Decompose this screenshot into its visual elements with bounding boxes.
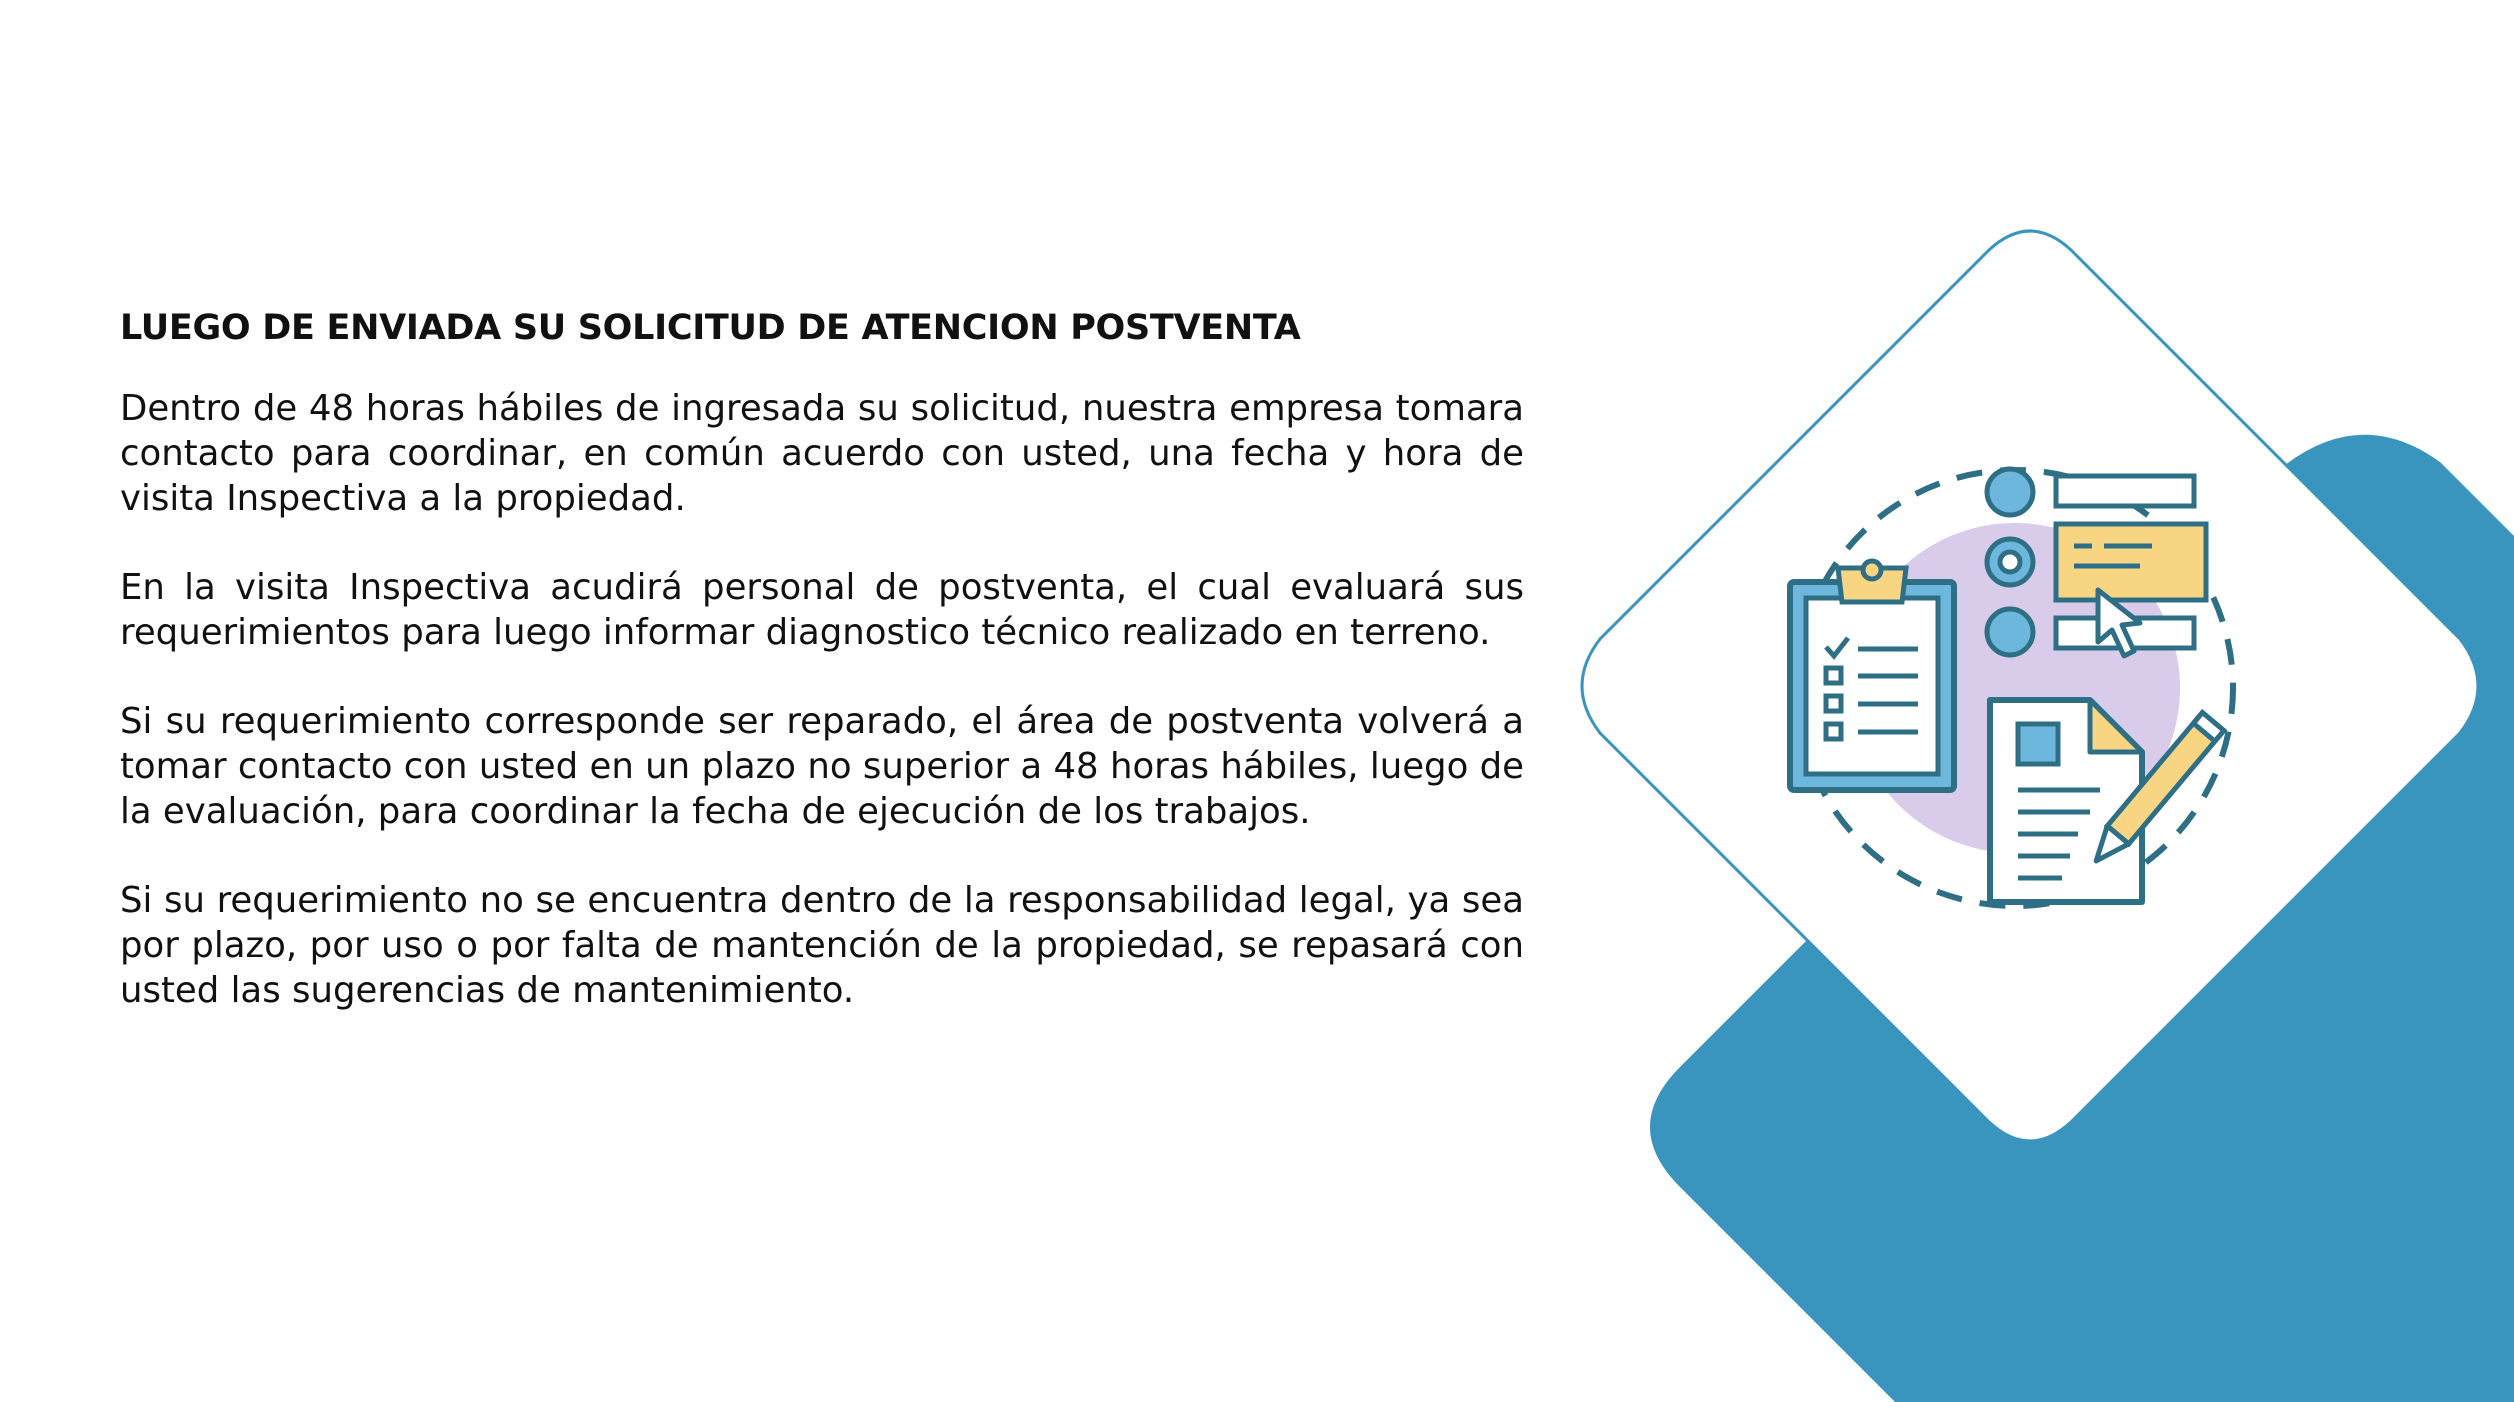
section-heading: LUEGO DE ENVIADA SU SOLICITUD DE ATENCION POSTVENTA <box>120 308 1301 348</box>
paragraph-inspection-visit: En la visita Inspectiva acudirá personal de postventa, el cual evaluará sus requerimientos para luego informar diagnostico técnico realizado en terreno. <box>120 567 1524 653</box>
paragraph-response-time: Dentro de 48 horas hábiles de ingresada su solicitud, nuestra empresa tomara contacto para coordinar, en común acuerdo con usted, una fecha y hora de visita Inspectiva a la propiedad. <box>120 388 1524 519</box>
paragraph-repair: Si su requerimiento corresponde ser reparado, el área de postventa volverá a tomar contacto con usted en un plazo no superior a 48 horas hábiles, luego de la evaluación, para coordinar la fecha de ejecución de los trabajos. <box>120 701 1524 832</box>
paragraph-maintenance: Si su requerimiento no se encuentra dentro de la responsabilidad legal, ya sea por plazo, por uso o por falta de mantención de la propiedad, se repasará con usted las sugerencias de mantenimiento. <box>120 880 1524 1011</box>
